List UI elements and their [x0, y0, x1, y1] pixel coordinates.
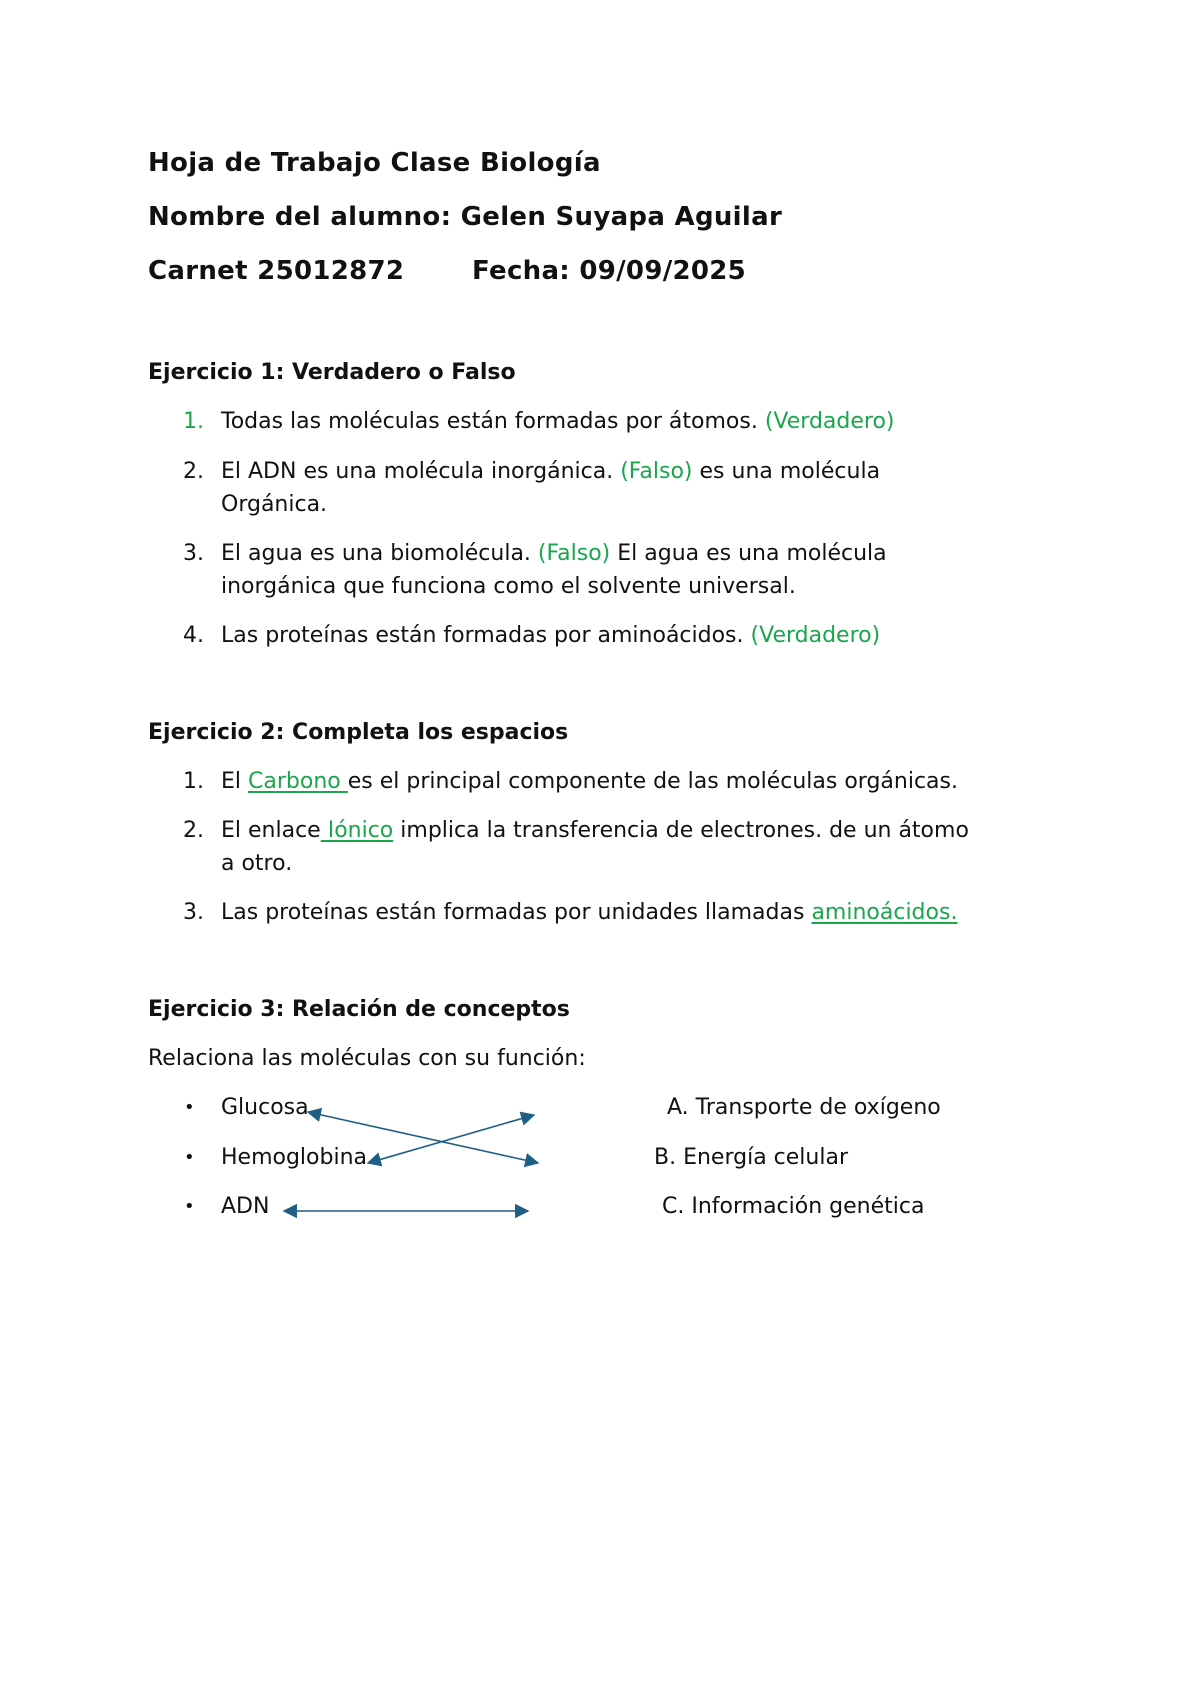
- worksheet-title: Hoja de Trabajo Clase Biología: [148, 148, 601, 178]
- list-item-number: 2.: [183, 818, 204, 843]
- sentence-text: El enlace: [221, 818, 321, 843]
- arrow-glucosa-to-energia: [308, 1112, 538, 1163]
- correction-continuation: inorgánica que funciona como el solvente universal.: [221, 574, 796, 599]
- molecule-item: Glucosa: [221, 1095, 309, 1120]
- fill-in-answer: Iónico: [320, 818, 394, 843]
- correction-text: El agua es una molécula: [610, 541, 887, 566]
- statement-text: El agua es una biomolécula.: [221, 541, 538, 566]
- exercise-3-instruction: Relaciona las moléculas con su función:: [148, 1046, 586, 1071]
- answer-false: (Falso): [620, 459, 693, 484]
- answer-false: (Falso): [537, 541, 611, 566]
- answer-true: (Verdadero): [764, 409, 895, 434]
- carnet-number: Carnet 25012872: [148, 256, 405, 286]
- bullet-marker: •: [184, 1196, 195, 1217]
- student-name: Nombre del alumno: Gelen Suyapa Aguilar: [148, 202, 783, 232]
- exercise-3-title: Ejercicio 3: Relación de conceptos: [148, 997, 570, 1022]
- molecule-item: ADN: [221, 1194, 270, 1219]
- exercise-2-title: Ejercicio 2: Completa los espacios: [148, 720, 569, 745]
- exercise-1-title: Ejercicio 1: Verdadero o Falso: [148, 360, 516, 385]
- list-item-number: 3.: [183, 900, 204, 925]
- bullet-marker: •: [184, 1097, 195, 1118]
- list-item-number: 2.: [183, 459, 204, 484]
- fill-in-answer: aminoácidos.: [811, 900, 958, 925]
- list-item-number: 1.: [183, 409, 204, 434]
- list-item-number: 4.: [183, 623, 204, 648]
- date-field: Fecha: 09/09/2025: [472, 256, 747, 286]
- list-item-number: 1.: [183, 769, 204, 794]
- statement-text: Las proteínas están formadas por aminoácidos.: [221, 623, 751, 648]
- statement-text: Todas las moléculas están formadas por átomos.: [221, 409, 765, 434]
- sentence-text: Las proteínas están formadas por unidades llamadas: [221, 900, 812, 925]
- fill-in-answer: Carbono: [248, 769, 348, 794]
- sentence-text: es el principal componente de las moléculas orgánicas.: [347, 769, 958, 794]
- function-option: A. Transporte de oxígeno: [667, 1095, 941, 1120]
- correction-text: es una molécula: [692, 459, 881, 484]
- sentence-continuation: a otro.: [221, 851, 293, 876]
- correction-continuation: Orgánica.: [221, 492, 328, 517]
- list-item-number: 3.: [183, 541, 204, 566]
- bullet-marker: •: [184, 1147, 195, 1168]
- function-option: B. Energía celular: [654, 1145, 848, 1170]
- statement-text: El ADN es una molécula inorgánica.: [221, 459, 621, 484]
- sentence-text: implica la transferencia de electrones. de un átomo: [393, 818, 969, 843]
- answer-true: (Verdadero): [750, 623, 881, 648]
- sentence-text: El: [221, 769, 249, 794]
- function-option: C. Información genética: [662, 1194, 925, 1219]
- molecule-item: Hemoglobina: [221, 1145, 368, 1170]
